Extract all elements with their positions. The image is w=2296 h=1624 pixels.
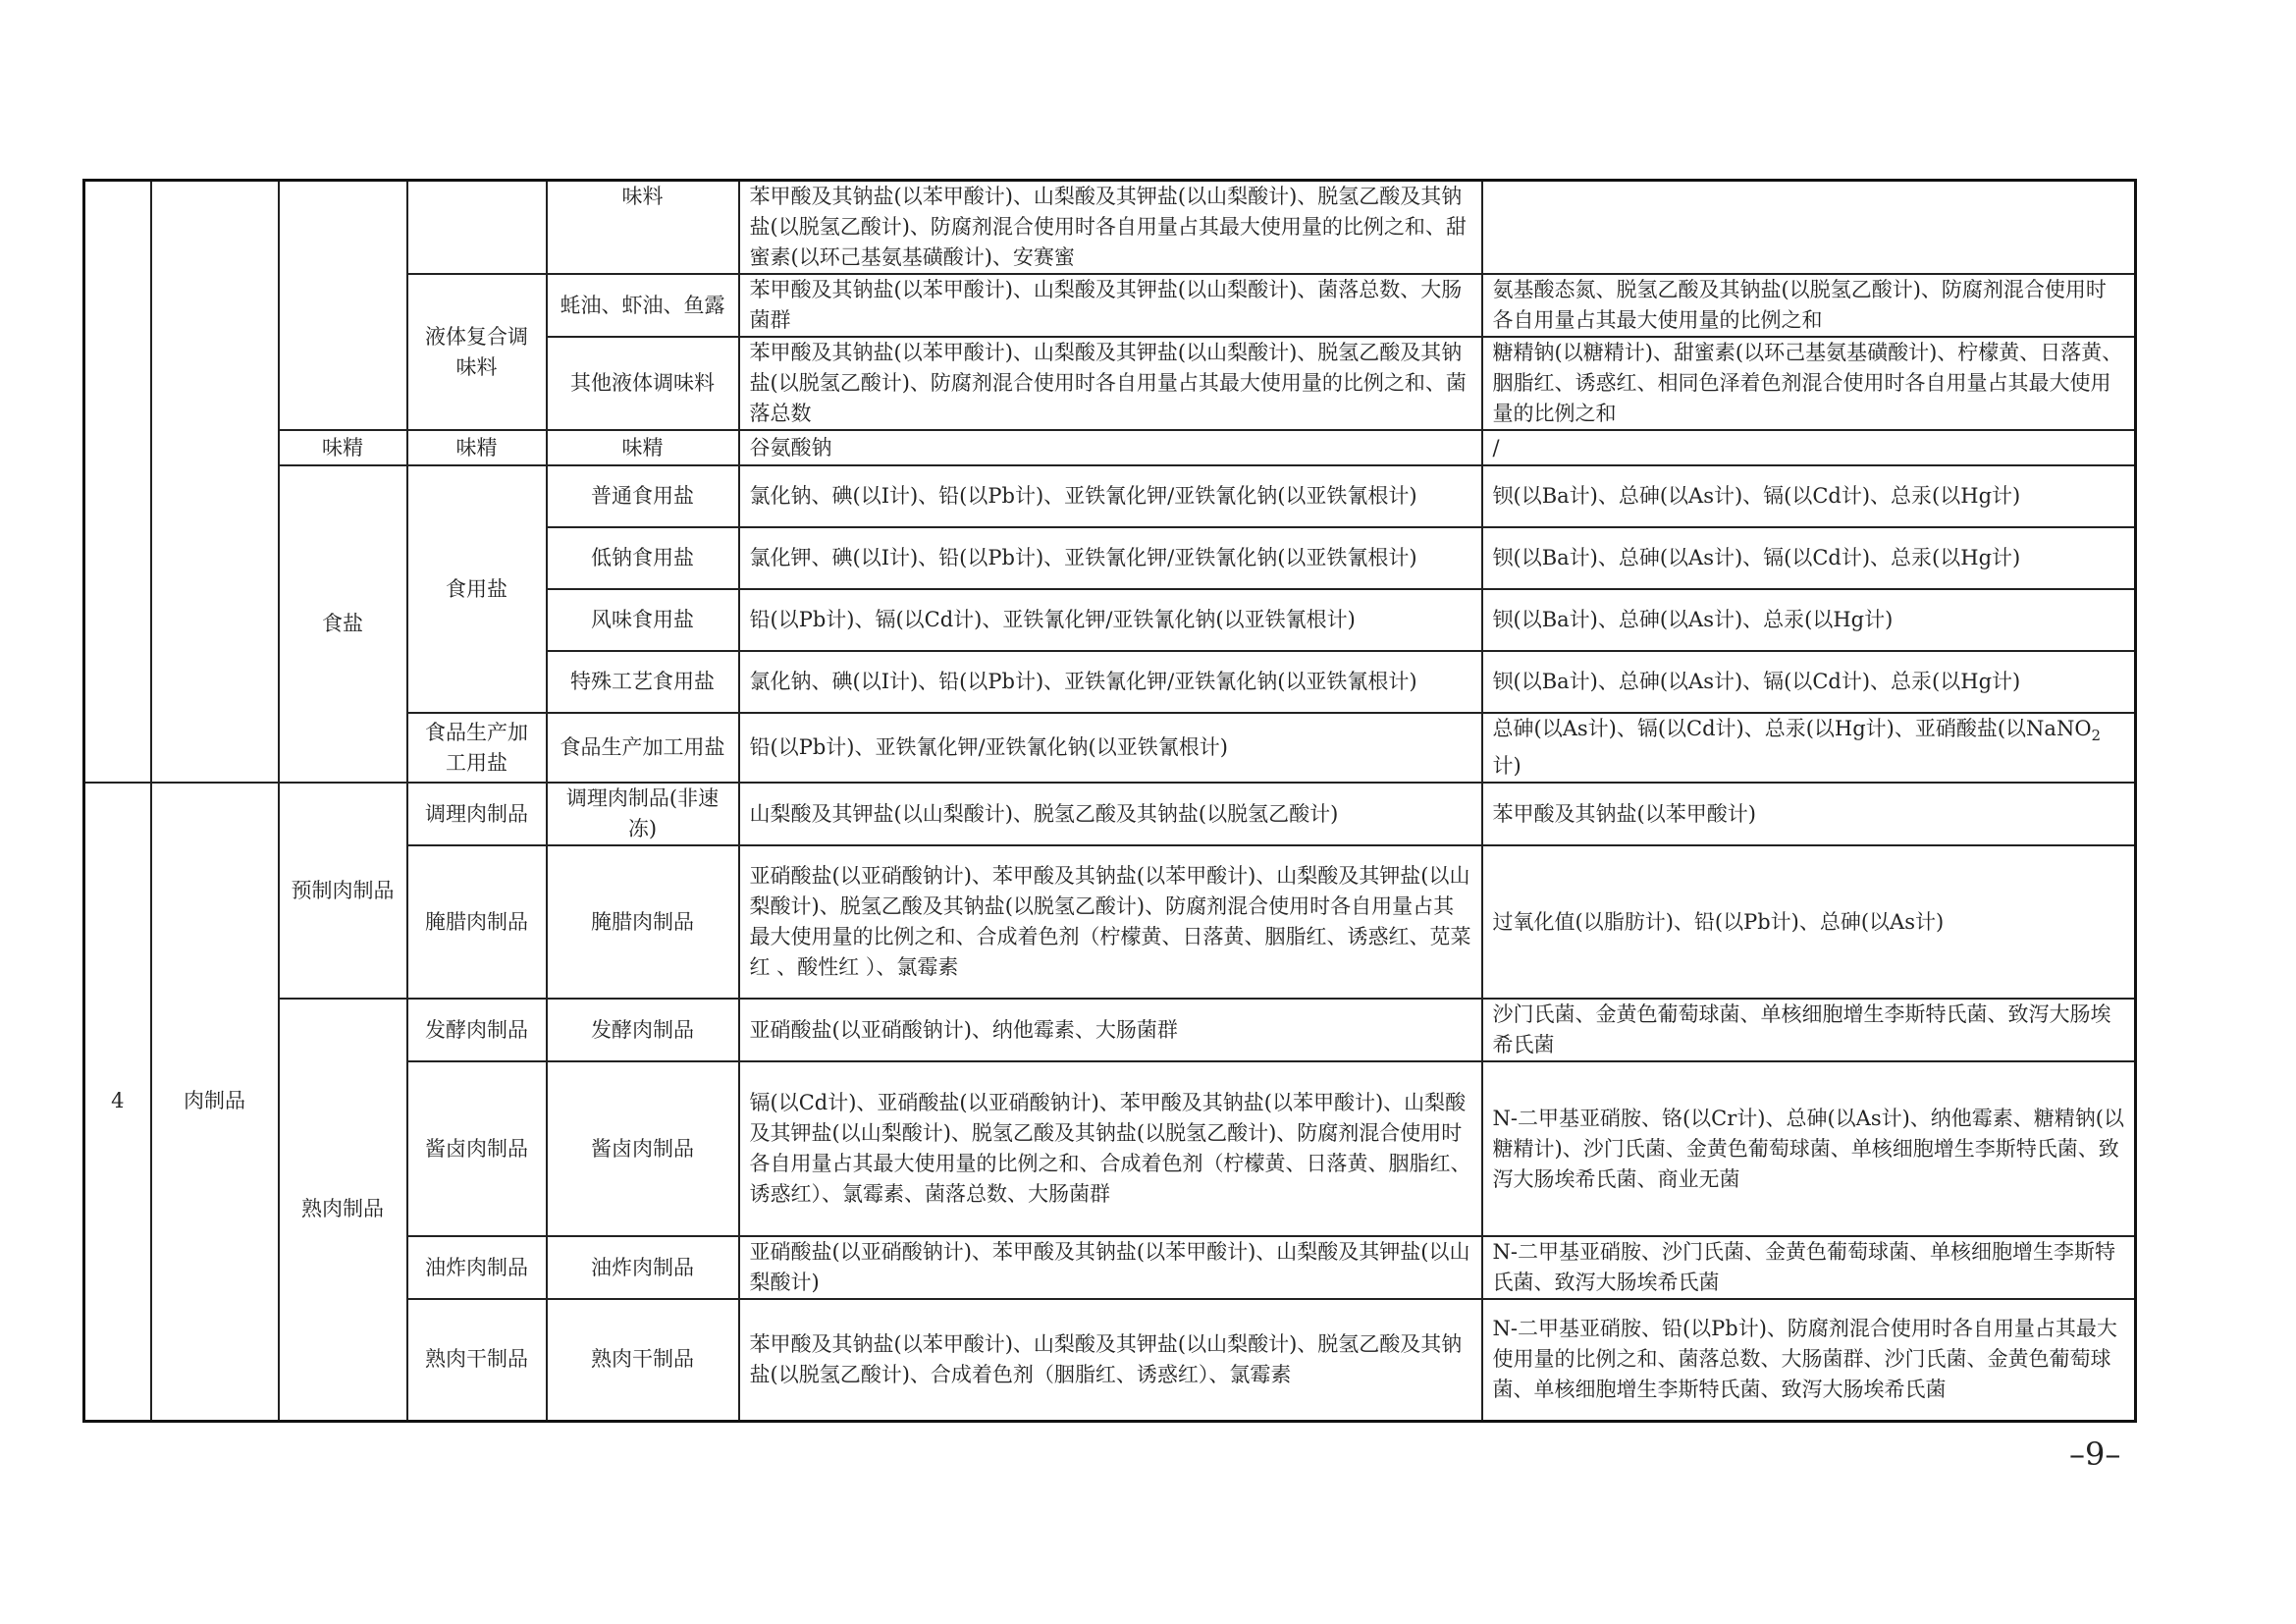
cell-no: [84, 181, 151, 784]
cell-subtype: 发酵肉制品: [547, 999, 739, 1061]
cell-required-items: 苯甲酸及其钠盐(以苯甲酸计)、山梨酸及其钾盐(以山梨酸计)、菌落总数、大肠菌群: [739, 274, 1482, 337]
table-row: [84, 430, 2136, 465]
cell-type: 调理肉制品: [407, 783, 547, 845]
cell-subtype: 味精: [547, 430, 739, 465]
table-row: [84, 181, 2136, 275]
cell-subtype: 普通食用盐: [547, 465, 739, 527]
cell-required-items: 镉(以Cd计)、亚硝酸盐(以亚硝酸钠计)、苯甲酸及其钠盐(以苯甲酸计)、山梨酸及其钾盐(以山梨酸计)、脱氢乙酸及其钠盐(以脱氢乙酸计)、防腐剂混合使用时各自用量占其最大使用量的比例之和、合成着色剂（柠檬黄、日落黄、胭脂红、诱惑红）、氯霉素、菌落总数、大肠菌群: [739, 1061, 1482, 1236]
cell-optional-items: 糖精钠(以糖精计)、甜蜜素(以环己基氨基磺酸计)、柠檬黄、日落黄、胭脂红、诱惑红、相同色泽着色剂混合使用时各自用量占其最大使用量的比例之和: [1482, 337, 2136, 430]
cell-subtype: 其他液体调味料: [547, 337, 739, 430]
cell-subtype: 酱卤肉制品: [547, 1061, 739, 1236]
cell-required-items: 铅(以Pb计)、镉(以Cd计)、亚铁氰化钾/亚铁氰化钠(以亚铁氰根计): [739, 589, 1482, 651]
optional-text-subscript: 2: [2091, 727, 2102, 745]
cell-required-items: 氯化钾、碘(以I计)、铅(以Pb计)、亚铁氰化钾/亚铁氰化钠(以亚铁氰根计): [739, 527, 1482, 589]
cell-required-items: 山梨酸及其钾盐(以山梨酸计)、脱氢乙酸及其钠盐(以脱氢乙酸计): [739, 783, 1482, 845]
cell-type: 味精: [407, 430, 547, 465]
page-number: –9–: [2069, 1435, 2121, 1473]
cell-main-category: [151, 181, 279, 784]
cell-required-items: 铅(以Pb计)、亚铁氰化钾/亚铁氰化钠(以亚铁氰根计): [739, 713, 1482, 783]
cell-type: 腌腊肉制品: [407, 845, 547, 999]
cell-no: 4: [84, 783, 151, 1421]
cell-category: 熟肉制品: [279, 999, 407, 1421]
cell-subtype: 味料: [547, 181, 739, 275]
optional-text-suffix: 计): [1492, 754, 1522, 779]
cell-type: 熟肉干制品: [407, 1299, 547, 1421]
table-row: [84, 465, 2136, 527]
cell-required-items: 亚硝酸盐(以亚硝酸钠计)、纳他霉素、大肠菌群: [739, 999, 1482, 1061]
cell-optional-items: 钡(以Ba计)、总砷(以As计)、镉(以Cd计)、总汞(以Hg计): [1482, 465, 2136, 527]
cell-required-items: 苯甲酸及其钠盐(以苯甲酸计)、山梨酸及其钾盐(以山梨酸计)、脱氢乙酸及其钠盐(以脱氢乙酸计)、合成着色剂（胭脂红、诱惑红）、氯霉素: [739, 1299, 1482, 1421]
cell-required-items: 苯甲酸及其钠盐(以苯甲酸计)、山梨酸及其钾盐(以山梨酸计)、脱氢乙酸及其钠盐(以脱氢乙酸计)、防腐剂混合使用时各自用量占其最大使用量的比例之和、菌落总数: [739, 337, 1482, 430]
cell-type: 油炸肉制品: [407, 1236, 547, 1299]
cell-optional-items: 钡(以Ba计)、总砷(以As计)、镉(以Cd计)、总汞(以Hg计): [1482, 527, 2136, 589]
cell-type: 液体复合调味料: [407, 274, 547, 430]
inspection-table: [82, 179, 2137, 1423]
cell-optional-items: 沙门氏菌、金黄色葡萄球菌、单核细胞增生李斯特氏菌、致泻大肠埃希氏菌: [1482, 999, 2136, 1061]
cell-type: 食用盐: [407, 465, 547, 713]
cell-optional-items: /: [1482, 430, 2136, 465]
cell-optional-items: [1482, 713, 2136, 783]
cell-optional-items: N-二甲基亚硝胺、铅(以Pb计)、防腐剂混合使用时各自用量占其最大使用量的比例之和、菌落总数、大肠菌群、沙门氏菌、金黄色葡萄球菌、单核细胞增生李斯特氏菌、致泻大肠埃希氏菌: [1482, 1299, 2136, 1421]
cell-optional-items: N-二甲基亚硝胺、铬(以Cr计)、总砷(以As计)、纳他霉素、糖精钠(以糖精计)、沙门氏菌、金黄色葡萄球菌、单核细胞增生李斯特氏菌、致泻大肠埃希氏菌、商业无菌: [1482, 1061, 2136, 1236]
cell-subtype: 蚝油、虾油、鱼露: [547, 274, 739, 337]
cell-category: 预制肉制品: [279, 783, 407, 999]
cell-optional-items: 过氧化值(以脂肪计)、铅(以Pb计)、总砷(以As计): [1482, 845, 2136, 999]
optional-text-prefix: 总砷(以As计)、镉(以Cd计)、总汞(以Hg计)、亚硝酸盐(以NaNO: [1492, 717, 2092, 740]
cell-category: [279, 181, 407, 431]
cell-subtype: 食品生产加工用盐: [547, 713, 739, 783]
cell-type: 发酵肉制品: [407, 999, 547, 1061]
cell-required-items: 亚硝酸盐(以亚硝酸钠计)、苯甲酸及其钠盐(以苯甲酸计)、山梨酸及其钾盐(以山梨酸计): [739, 1236, 1482, 1299]
cell-subtype: 熟肉干制品: [547, 1299, 739, 1421]
cell-subtype: 低钠食用盐: [547, 527, 739, 589]
cell-optional-items: 钡(以Ba计)、总砷(以As计)、镉(以Cd计)、总汞(以Hg计): [1482, 651, 2136, 713]
cell-subtype: 调理肉制品(非速冻): [547, 783, 739, 845]
cell-type: [407, 181, 547, 275]
table-row: [84, 783, 2136, 845]
cell-subtype: 特殊工艺食用盐: [547, 651, 739, 713]
cell-required-items: 氯化钠、碘(以I计)、铅(以Pb计)、亚铁氰化钾/亚铁氰化钠(以亚铁氰根计): [739, 465, 1482, 527]
cell-category: 食盐: [279, 465, 407, 783]
cell-optional-items: N-二甲基亚硝胺、沙门氏菌、金黄色葡萄球菌、单核细胞增生李斯特氏菌、致泻大肠埃希氏菌: [1482, 1236, 2136, 1299]
cell-optional-items: 苯甲酸及其钠盐(以苯甲酸计): [1482, 783, 2136, 845]
cell-type: 食品生产加工用盐: [407, 713, 547, 783]
cell-optional-items: 钡(以Ba计)、总砷(以As计)、总汞(以Hg计): [1482, 589, 2136, 651]
cell-category: 味精: [279, 430, 407, 465]
cell-type: 酱卤肉制品: [407, 1061, 547, 1236]
cell-required-items: 亚硝酸盐(以亚硝酸钠计)、苯甲酸及其钠盐(以苯甲酸计)、山梨酸及其钾盐(以山梨酸计)、脱氢乙酸及其钠盐(以脱氢乙酸计)、防腐剂混合使用时各自用量占其最大使用量的比例之和、合成着色剂（柠檬黄、日落黄、胭脂红、诱惑红、苋菜红 、酸性红 ）、氯霉素: [739, 845, 1482, 999]
cell-optional-items: 氨基酸态氮、脱氢乙酸及其钠盐(以脱氢乙酸计)、防腐剂混合使用时各自用量占其最大使用量的比例之和: [1482, 274, 2136, 337]
cell-subtype: 风味食用盐: [547, 589, 739, 651]
cell-optional-items: [1482, 181, 2136, 275]
table-row: [84, 999, 2136, 1061]
cell-required-items: 谷氨酸钠: [739, 430, 1482, 465]
cell-main-category: 肉制品: [151, 783, 279, 1421]
cell-required-items: 苯甲酸及其钠盐(以苯甲酸计)、山梨酸及其钾盐(以山梨酸计)、脱氢乙酸及其钠盐(以脱氢乙酸计)、防腐剂混合使用时各自用量占其最大使用量的比例之和、甜蜜素(以环己基氨基磺酸计)、安赛蜜: [739, 181, 1482, 275]
cell-subtype: 腌腊肉制品: [547, 845, 739, 999]
cell-required-items: 氯化钠、碘(以I计)、铅(以Pb计)、亚铁氰化钾/亚铁氰化钠(以亚铁氰根计): [739, 651, 1482, 713]
cell-subtype: 油炸肉制品: [547, 1236, 739, 1299]
